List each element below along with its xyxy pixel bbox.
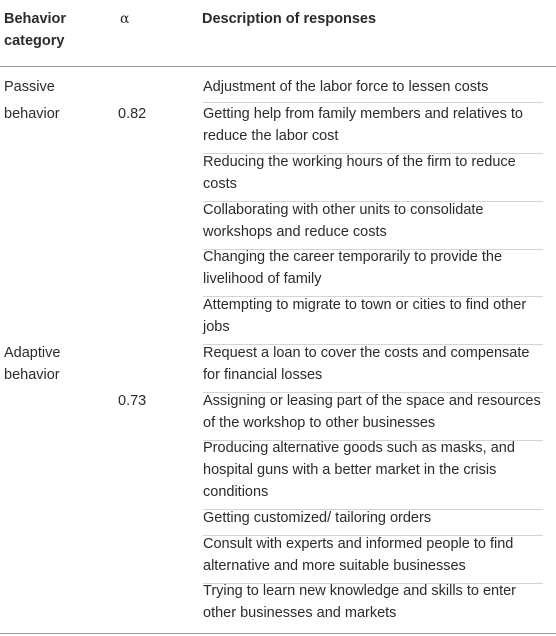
table-header bbox=[0, 0, 556, 67]
table-bottom-rule bbox=[0, 633, 556, 634]
response-text: Adjustment of the labor force to lessen costs bbox=[203, 76, 543, 103]
alpha-passive: 0.82 bbox=[118, 106, 147, 122]
category-adaptive-line2: behavior bbox=[4, 367, 60, 383]
response-text: Collaborating with other units to consolidate workshops and reduce costs bbox=[203, 199, 543, 250]
response-text: Changing the career temporarily to provide the livelihood of family bbox=[203, 246, 543, 297]
response-text: Trying to learn new knowledge and skills to enter other businesses and markets bbox=[203, 583, 516, 621]
response-text: Assigning or leasing part of the space and resources of the workshop to other businesses bbox=[203, 390, 543, 441]
response-text: Consult with experts and informed people to find alternative and more suitable businesses bbox=[203, 533, 543, 584]
category-passive-line1: Passive bbox=[4, 79, 55, 95]
response-text: Request a loan to cover the costs and compensate for financial losses bbox=[203, 342, 543, 393]
response-text: Producing alternative goods such as masks, and hospital guns with a better market in the crisis conditions bbox=[203, 437, 543, 510]
response-text: Reducing the working hours of the firm to reduce costs bbox=[203, 151, 543, 202]
header-alpha: α bbox=[120, 11, 130, 27]
header-description: Description of responses bbox=[202, 11, 377, 27]
response-text: Attempting to migrate to town or cities to find other jobs bbox=[203, 294, 543, 345]
response-text: Getting help from family members and relatives to reduce the labor cost bbox=[203, 103, 543, 154]
category-adaptive-line1: Adaptive bbox=[4, 345, 61, 361]
response-text: Getting customized/ tailoring orders bbox=[203, 507, 543, 536]
alpha-adaptive: 0.73 bbox=[118, 393, 147, 409]
category-passive-line2: behavior bbox=[4, 106, 60, 122]
header-behavior-category: Behavior category bbox=[4, 11, 67, 49]
